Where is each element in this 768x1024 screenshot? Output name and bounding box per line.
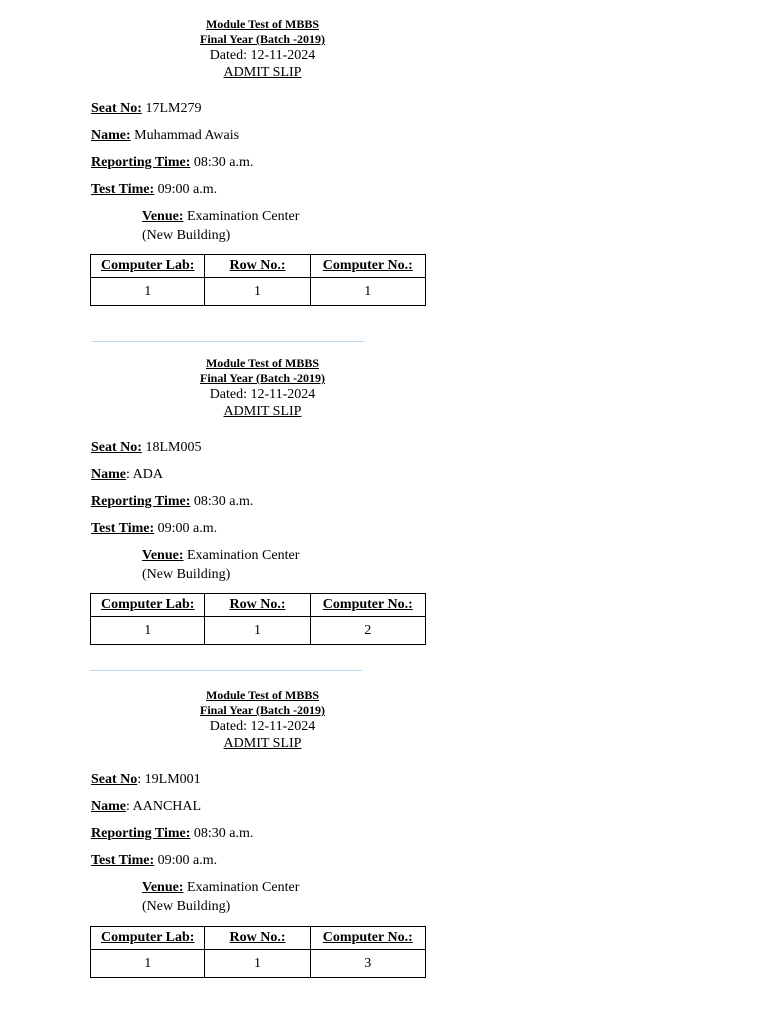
header-computer-no: Computer No.: bbox=[310, 927, 425, 950]
test-time-label: Test Time: bbox=[91, 182, 155, 197]
seat-value: 18LM005 bbox=[141, 440, 202, 455]
separator-line-1 bbox=[92, 341, 364, 342]
row-no-value: 1 bbox=[205, 617, 310, 645]
seat-row bbox=[91, 440, 201, 456]
venue-value: Examination Center bbox=[183, 880, 300, 895]
computer-lab-value: 1 bbox=[91, 278, 205, 306]
slip-heading bbox=[150, 688, 375, 752]
venue-label: Venue: bbox=[142, 548, 184, 563]
heading-date: Dated: 12-11-2024 bbox=[209, 48, 316, 63]
venue-line-2: (New Building) bbox=[142, 567, 231, 582]
header-computer-no: Computer No.: bbox=[310, 594, 425, 617]
seat-row bbox=[91, 101, 201, 117]
seat-label: Seat No: bbox=[91, 101, 142, 116]
slip-heading bbox=[150, 356, 375, 420]
header-computer-lab: Computer Lab: bbox=[91, 255, 205, 278]
slip-heading bbox=[150, 17, 375, 81]
reporting-time-value: 08:30 a.m. bbox=[190, 826, 254, 841]
computer-no-value: 3 bbox=[310, 950, 425, 978]
test-time-value: 09:00 a.m. bbox=[154, 853, 218, 868]
computer-no-value: 1 bbox=[310, 278, 425, 306]
seat-row bbox=[91, 772, 201, 788]
heading-line-1: Module Test of MBBS bbox=[205, 688, 319, 702]
name-row bbox=[91, 128, 239, 144]
seat-value: 17LM279 bbox=[141, 101, 202, 116]
reporting-time-row bbox=[91, 155, 253, 171]
table-row bbox=[91, 278, 426, 306]
reporting-time-row bbox=[91, 494, 253, 510]
heading-date: Dated: 12-11-2024 bbox=[209, 719, 316, 734]
venue-line-2: (New Building) bbox=[142, 899, 231, 914]
computer-lab-value: 1 bbox=[91, 617, 205, 645]
test-time-label: Test Time: bbox=[91, 521, 155, 536]
venue-block bbox=[142, 207, 299, 245]
heading-line-2: Final Year (Batch -2019) bbox=[200, 703, 325, 717]
seat-label: Seat No: bbox=[91, 440, 142, 455]
name-label: Name bbox=[91, 467, 126, 482]
venue-label: Venue: bbox=[142, 880, 184, 895]
test-time-row bbox=[91, 521, 217, 537]
venue-value: Examination Center bbox=[183, 209, 300, 224]
name-value: Muhammad Awais bbox=[130, 128, 240, 143]
name-row bbox=[91, 799, 201, 815]
test-time-label: Test Time: bbox=[91, 853, 155, 868]
reporting-time-row bbox=[91, 826, 253, 842]
header-row-no: Row No.: bbox=[205, 594, 310, 617]
heading-line-1: Module Test of MBBS bbox=[205, 17, 319, 31]
table-header-row bbox=[91, 594, 426, 617]
reporting-time-label: Reporting Time: bbox=[91, 155, 191, 170]
separator-line-2 bbox=[90, 670, 362, 671]
computer-no-value: 2 bbox=[310, 617, 425, 645]
header-computer-lab: Computer Lab: bbox=[91, 594, 205, 617]
venue-line-2: (New Building) bbox=[142, 228, 231, 243]
heading-date: Dated: 12-11-2024 bbox=[209, 387, 316, 402]
heading-admit-slip: ADMIT SLIP bbox=[223, 404, 302, 419]
name-row bbox=[91, 467, 163, 483]
allocation-table bbox=[90, 593, 426, 645]
table-header-row bbox=[91, 255, 426, 278]
allocation-table bbox=[90, 926, 426, 978]
header-row-no: Row No.: bbox=[205, 927, 310, 950]
header-computer-lab: Computer Lab: bbox=[91, 927, 205, 950]
venue-label: Venue: bbox=[142, 209, 184, 224]
row-no-value: 1 bbox=[205, 950, 310, 978]
heading-line-2: Final Year (Batch -2019) bbox=[200, 371, 325, 385]
reporting-time-value: 08:30 a.m. bbox=[190, 494, 254, 509]
name-label: Name: bbox=[91, 128, 131, 143]
seat-value: : 19LM001 bbox=[137, 772, 201, 787]
reporting-time-label: Reporting Time: bbox=[91, 494, 191, 509]
table-row bbox=[91, 617, 426, 645]
header-computer-no: Computer No.: bbox=[310, 255, 425, 278]
test-time-row bbox=[91, 182, 217, 198]
test-time-value: 09:00 a.m. bbox=[154, 521, 218, 536]
header-row-no: Row No.: bbox=[205, 255, 310, 278]
heading-line-2: Final Year (Batch -2019) bbox=[200, 32, 325, 46]
reporting-time-value: 08:30 a.m. bbox=[190, 155, 254, 170]
seat-label: Seat No bbox=[91, 772, 138, 787]
computer-lab-value: 1 bbox=[91, 950, 205, 978]
venue-value: Examination Center bbox=[183, 548, 300, 563]
row-no-value: 1 bbox=[205, 278, 310, 306]
table-row bbox=[91, 950, 426, 978]
test-time-value: 09:00 a.m. bbox=[154, 182, 218, 197]
reporting-time-label: Reporting Time: bbox=[91, 826, 191, 841]
heading-admit-slip: ADMIT SLIP bbox=[223, 736, 302, 751]
venue-block bbox=[142, 878, 299, 916]
name-value: : ADA bbox=[126, 467, 163, 482]
name-value: : AANCHAL bbox=[126, 799, 202, 814]
name-label: Name bbox=[91, 799, 126, 814]
heading-admit-slip: ADMIT SLIP bbox=[223, 65, 302, 80]
heading-line-1: Module Test of MBBS bbox=[205, 356, 319, 370]
venue-block bbox=[142, 546, 299, 584]
table-header-row bbox=[91, 927, 426, 950]
test-time-row bbox=[91, 853, 217, 869]
allocation-table bbox=[90, 254, 426, 306]
